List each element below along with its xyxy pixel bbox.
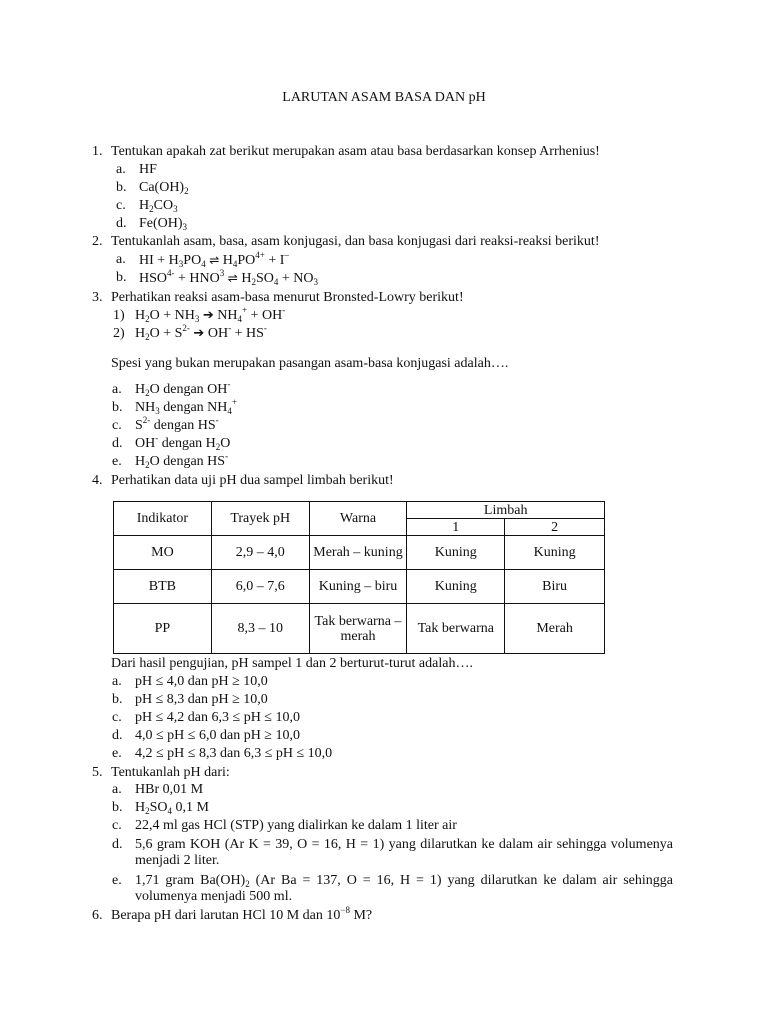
header-limbah-1: 1 xyxy=(407,519,505,536)
q3-reaction-1-label: 1) xyxy=(113,308,125,323)
q3-reaction-2: $H_2O + S^{2-}$ ➔ OH- + HS- xyxy=(135,323,267,342)
question-3-text: Perhatikan reaksi asam-basa menurut Bronsted-Lowry berikut! xyxy=(111,290,464,305)
q3-option-d-label: d. xyxy=(112,436,123,451)
question-5-number: 5. xyxy=(92,765,103,780)
q4-option-e: 4,2 ≤ pH ≤ 8,3 dan 6,3 ≤ pH ≤ 10,0 xyxy=(135,746,333,761)
q2-reaction-a: HI + $H_3PO_4$ ⇌ $H_4PO^{4+} + I^-$ xyxy=(139,250,289,269)
question-2-number: 2. xyxy=(92,234,103,249)
question-4-number: 4. xyxy=(92,473,103,488)
q4-option-a: pH ≤ 4,0 dan pH ≥ 10,0 xyxy=(135,674,268,689)
cell-warna: Tak berwarna – merah xyxy=(309,604,407,654)
equilibrium-arrow-icon: ⇌ xyxy=(209,253,220,267)
header-limbah-2: 2 xyxy=(505,519,605,536)
page-title: LARUTAN ASAM BASA DAN pH xyxy=(282,90,486,105)
q4-question: Dari hasil pengujian, pH sampel 1 dan 2 berturut-turut adalah…. xyxy=(111,656,473,671)
indicator-table xyxy=(113,501,605,654)
q5-option-d: 5,6 gram KOH (Ar K = 39, O = 16, H = 1) yang dilarutkan ke dalam air sehingga volumenya menjadi 2 liter. xyxy=(135,837,673,868)
q3-option-b-label: b. xyxy=(112,400,123,415)
question-6-number: 6. xyxy=(92,908,103,923)
q1-option-c: $H_2CO_3$ xyxy=(139,198,178,214)
question-2-text: Tentukanlah asam, basa, asam konjugasi, dan basa konjugasi dari reaksi-reaksi berikut! xyxy=(111,234,600,249)
header-trayek-ph: Trayek pH xyxy=(211,502,309,536)
q3-option-d: OH- dengan $H_2O$ xyxy=(135,433,231,452)
q5-option-a-label: a. xyxy=(112,782,122,797)
q5-option-e-label: e. xyxy=(112,873,122,888)
q5-option-a: HBr 0,01 M xyxy=(135,782,204,797)
q3-option-b: $NH_3$ dengan $NH_4^+$ xyxy=(135,397,237,416)
q4-option-d: 4,0 ≤ pH ≤ 6,0 dan pH ≥ 10,0 xyxy=(135,728,300,743)
cell-indikator: BTB xyxy=(114,570,212,604)
q4-option-b-label: b. xyxy=(112,692,123,707)
table-row xyxy=(114,604,605,654)
cell-limbah-1: Tak berwarna xyxy=(407,604,505,654)
q4-option-b: pH ≤ 8,3 dan pH ≥ 10,0 xyxy=(135,692,268,707)
q4-option-d-label: d. xyxy=(112,728,123,743)
q3-reaction-1: $H_2O + NH_3$ ➔ $NH_4^+ + OH^-$ xyxy=(135,305,286,324)
q1-option-d-label: d. xyxy=(116,216,127,231)
header-indikator: Indikator xyxy=(114,502,212,536)
reaction-arrow-icon: ➔ xyxy=(202,308,214,323)
q3-reaction-2-label: 2) xyxy=(113,326,125,341)
cell-limbah-2: Merah xyxy=(505,604,605,654)
q3-option-c-label: c. xyxy=(112,418,122,433)
question-3-number: 3. xyxy=(92,290,103,305)
q5-option-b: $H_2SO_4$ 0,1 M xyxy=(135,800,209,816)
question-1-text: Tentukan apakah zat berikut merupakan asam atau basa berdasarkan konsep Arrhenius! xyxy=(111,144,600,159)
q3-option-e-label: e. xyxy=(112,454,122,469)
q4-option-a-label: a. xyxy=(112,674,122,689)
cell-indikator: PP xyxy=(114,604,212,654)
cell-limbah-2: Biru xyxy=(505,570,605,604)
cell-trayek: 2,9 – 4,0 xyxy=(211,536,309,570)
q1-option-c-label: c. xyxy=(116,198,126,213)
header-limbah: Limbah xyxy=(407,502,605,519)
q5-option-e: 1,71 gram $Ba(OH)_2$ (Ar Ba = 137, O = 16, H = 1) yang dilarutkan ke dalam air sehingga volumenya menjadi 500 ml. xyxy=(135,873,673,904)
cell-warna: Merah – kuning xyxy=(309,536,407,570)
q5-option-b-label: b. xyxy=(112,800,123,815)
table-row xyxy=(114,536,605,570)
cell-trayek: 6,0 – 7,6 xyxy=(211,570,309,604)
header-warna: Warna xyxy=(309,502,407,536)
q1-option-b: $Ca(OH)_2$ xyxy=(139,180,189,196)
q5-option-c-label: c. xyxy=(112,818,122,833)
question-5-text: Tentukanlah pH dari: xyxy=(111,765,230,780)
q2-option-a-label: a. xyxy=(116,252,126,267)
question-4-text: Perhatikan data uji pH dua sampel limbah berikut! xyxy=(111,473,394,488)
q3-option-a-label: a. xyxy=(112,382,122,397)
q2-reaction-b: $HSO^{4-} + HNO^3$ ⇌ $H_2SO_4 + NO_3$ xyxy=(139,268,318,287)
q2-option-b-label: b. xyxy=(116,270,127,285)
cell-limbah-2: Kuning xyxy=(505,536,605,570)
q5-option-d-label: d. xyxy=(112,837,123,852)
question-6-text: Berapa pH dari larutan HCl 10 M dan $10^{-8}$ M? xyxy=(111,905,373,923)
q1-option-a-label: a. xyxy=(116,162,126,177)
table-row xyxy=(114,570,605,604)
q1-option-b-label: b. xyxy=(116,180,127,195)
cell-limbah-1: Kuning xyxy=(407,536,505,570)
cell-indikator: MO xyxy=(114,536,212,570)
q4-option-e-label: e. xyxy=(112,746,122,761)
q3-option-a: $H_2O$ dengan OH- xyxy=(135,379,231,398)
q1-option-d: $Fe(OH)_3$ xyxy=(139,216,188,232)
cell-warna: Kuning – biru xyxy=(309,570,407,604)
equilibrium-arrow-icon: ⇌ xyxy=(227,271,238,285)
q4-option-c: pH ≤ 4,2 dan 6,3 ≤ pH ≤ 10,0 xyxy=(135,710,300,725)
question-1-number: 1. xyxy=(92,144,103,159)
q5-option-c: 22,4 ml gas HCl (STP) yang dialirkan ke dalam 1 liter air xyxy=(135,818,457,833)
reaction-arrow-icon: ➔ xyxy=(193,326,205,341)
q3-option-e: $H_2O$ dengan HS- xyxy=(135,451,229,470)
cell-limbah-1: Kuning xyxy=(407,570,505,604)
q3-option-c: $S^{2-}$ dengan HS- xyxy=(135,415,219,433)
cell-trayek: 8,3 – 10 xyxy=(211,604,309,654)
q3-question: Spesi yang bukan merupakan pasangan asam-basa konjugasi adalah…. xyxy=(111,356,509,371)
q1-option-a: HF xyxy=(139,162,157,177)
q4-option-c-label: c. xyxy=(112,710,122,725)
